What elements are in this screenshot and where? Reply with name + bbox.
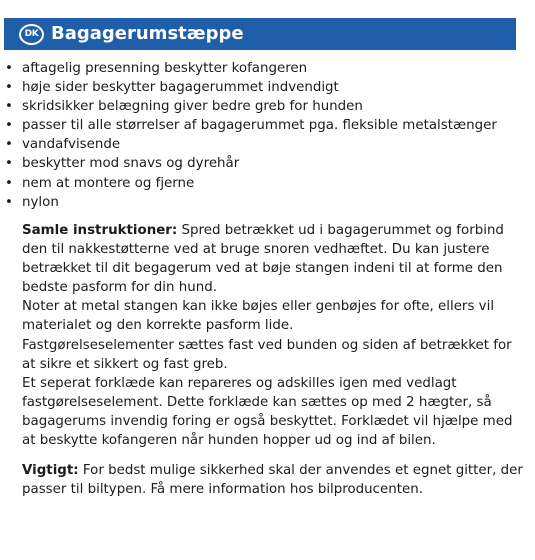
instructions-line: materialet og den korrekte pasform lide.: [22, 318, 294, 334]
assembly-instructions: [22, 221, 522, 450]
title-bar: [4, 18, 516, 50]
list-item-text: nylon: [22, 194, 59, 210]
list-item-text: aftagelig presenning beskytter kofangeren: [22, 61, 308, 76]
important-line: [22, 461, 522, 480]
list-item: [4, 154, 497, 173]
list-item-text: passer til alle størrelser af bagagerummet pga. fleksible metalstænger: [22, 118, 497, 134]
instructions-line: fastgørelseselement. Dette forklæde kan sættes op med 2 hægter, så: [22, 394, 492, 410]
list-item-text: vandafvisende: [22, 137, 121, 153]
language-badge-icon: DK: [19, 24, 44, 45]
list-item: [4, 174, 497, 193]
instructions-line: Et seperat forklæde kan repareres og adskilles igen med vedlagt: [22, 375, 457, 391]
instructions-line: den til nakkestøtterne ved at bruge snoren vedhæftet. Du kan justere: [22, 242, 490, 258]
bullet-icon: •: [5, 99, 13, 115]
bullet-icon: •: [5, 194, 13, 210]
important-note: [22, 461, 522, 499]
instructions-line: at beskytte kofangeren når hunden hopper ud og ind af bilen.: [22, 433, 436, 449]
list-item-text: nem at montere og fjerne: [22, 175, 195, 191]
instructions-line: betrækket til dit begagerum ved at bøje stangen indeni til at forme den: [22, 261, 503, 277]
bullet-icon: •: [5, 137, 13, 153]
bullet-icon: •: [5, 156, 13, 172]
instructions-label: Samle instruktioner:: [22, 223, 178, 238]
list-item-text: beskytter mod snavs og dyrehår: [22, 156, 240, 172]
important-label: Vigtigt:: [22, 463, 79, 478]
list-item: [4, 116, 497, 135]
instructions-text: Spred betrækket ud i bagagerummet og forbind: [177, 223, 504, 238]
instructions-line: Noter at metal stangen kan ikke bøjes eller genbøjes for ofte, ellers vil: [22, 299, 495, 315]
bullet-icon: •: [5, 118, 13, 134]
instructions-line: at sikre et sikkert og fast greb.: [22, 356, 228, 372]
bullet-icon: •: [5, 61, 13, 76]
instructions-line: Fastgørelseselementer sættes fast ved bunden og siden af betrækket for: [22, 337, 512, 353]
list-item: [4, 135, 497, 154]
instructions-line: [22, 221, 522, 240]
list-item: [4, 193, 497, 212]
page-title: Bagagerumstæppe: [51, 23, 244, 44]
list-item-text: skridsikker belægning giver bedre greb for hunden: [22, 99, 363, 115]
instructions-line: bagagerums invendig foring er også beskyttet. Forklædet vil hjælpe med: [22, 413, 513, 429]
important-line: passer til biltypen. Få mere information hos bilproducenten.: [22, 482, 423, 498]
important-text: For bedst mulige sikkerhed skal der anvendes et egnet gitter, der: [78, 463, 523, 478]
instructions-line: bedste pasform for din hund.: [22, 280, 217, 296]
list-item: [4, 59, 497, 78]
list-item: [4, 78, 497, 97]
bullet-icon: •: [5, 80, 13, 96]
feature-list: [4, 59, 497, 212]
list-item: [4, 97, 497, 116]
list-item-text: høje sider beskytter bagagerummet indvendigt: [22, 80, 339, 96]
bullet-icon: •: [5, 175, 13, 191]
